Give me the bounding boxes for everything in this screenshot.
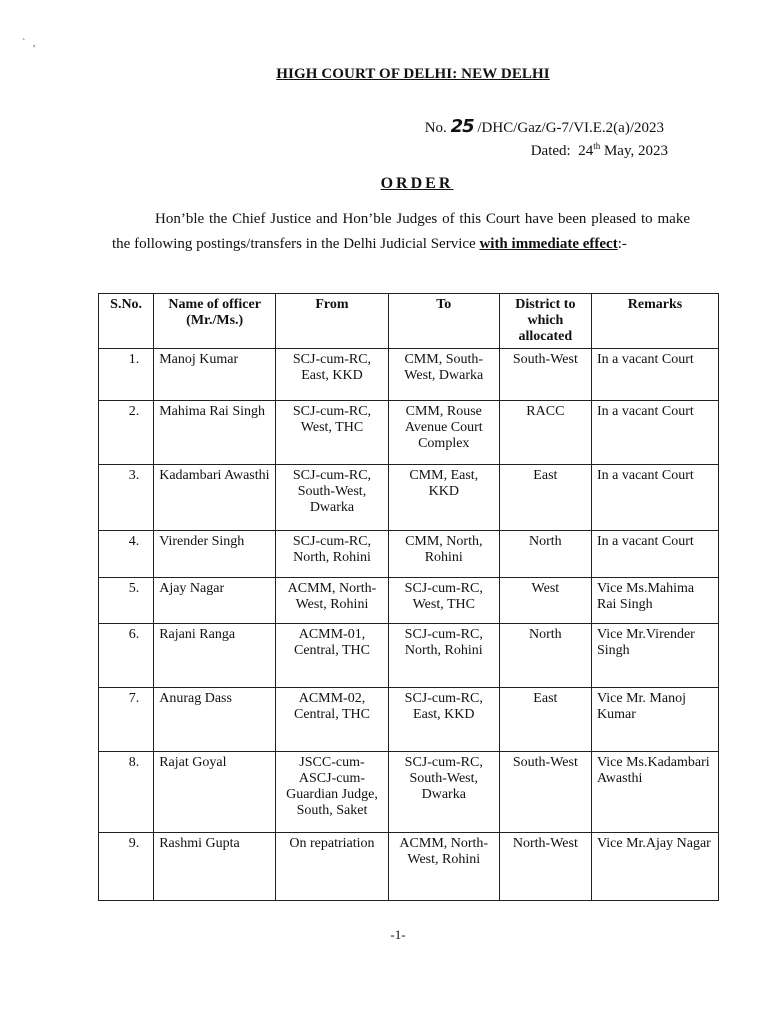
table-row — [99, 531, 719, 578]
ref-suffix: /DHC/Gaz/G-7/VI.E.2(a)/2023 — [477, 120, 664, 136]
row-from: SCJ-cum-RC, North, Rohini — [276, 531, 389, 578]
row-to: CMM, South-West, Dwarka — [388, 349, 499, 401]
row-district: North — [499, 531, 591, 578]
row-from: SCJ-cum-RC, East, KKD — [276, 349, 389, 401]
row-to: CMM, Rouse Avenue Court Complex — [388, 401, 499, 465]
row-district: South-West — [499, 752, 591, 833]
ref-prefix: No. — [424, 120, 447, 136]
row-sno: 3. — [99, 465, 154, 531]
table-row — [99, 349, 719, 401]
row-sno: 1. — [99, 349, 154, 401]
row-sno: 4. — [99, 531, 154, 578]
table-row — [99, 833, 719, 901]
row-name: Ajay Nagar — [154, 578, 276, 624]
table-row — [99, 752, 719, 833]
row-sno: 6. — [99, 624, 154, 688]
header-from: From — [276, 294, 389, 349]
reference-number-line — [425, 118, 668, 137]
date-label: Dated: — [530, 143, 571, 159]
row-district: North-West — [499, 833, 591, 901]
row-from: ACMM-02, Central, THC — [276, 688, 389, 752]
header-to: To — [388, 294, 499, 349]
row-to: SCJ-cum-RC, South-West, Dwarka — [388, 752, 499, 833]
row-to: ACMM, North-West, Rohini — [388, 833, 499, 901]
row-district: West — [499, 578, 591, 624]
header-name: Name of officer (Mr./Ms.) — [154, 294, 276, 349]
row-name: Anurag Dass — [154, 688, 276, 752]
row-name: Rajat Goyal — [154, 752, 276, 833]
table-row — [99, 578, 719, 624]
row-remarks: Vice Ms.Mahima Rai Singh — [591, 578, 718, 624]
header-district: District to which allocated — [499, 294, 591, 349]
row-from: On repatriation — [276, 833, 389, 901]
intro-text: Hon’ble the Chief Justice and Hon’ble Judges of this Court have been pleased to make the following postings/transfers in the Delhi Judicial Service — [112, 211, 690, 252]
row-from: SCJ-cum-RC, West, THC — [276, 401, 389, 465]
header-sno: S.No. — [99, 294, 154, 349]
row-sno: 5. — [99, 578, 154, 624]
row-from: JSCC-cum-ASCJ-cum-Guardian Judge, South, Saket — [276, 752, 389, 833]
postings-table — [98, 293, 719, 901]
scan-marks: ` , — [22, 38, 36, 49]
table-row — [99, 624, 719, 688]
reference-block — [425, 118, 668, 160]
row-name: Virender Singh — [154, 531, 276, 578]
page-number: -1- — [390, 927, 406, 942]
intro-paragraph — [112, 207, 690, 257]
row-remarks: Vice Mr.Virender Singh — [591, 624, 718, 688]
row-to: CMM, East, KKD — [388, 465, 499, 531]
row-remarks: Vice Ms.Kadambari Awasthi — [591, 752, 718, 833]
ref-number: 25 — [450, 116, 474, 137]
table-row — [99, 465, 719, 531]
row-to: CMM, North, Rohini — [388, 531, 499, 578]
date-line — [425, 137, 668, 160]
row-sno: 8. — [99, 752, 154, 833]
row-name: Manoj Kumar — [154, 349, 276, 401]
order-title: ORDER — [380, 175, 454, 192]
row-remarks: In a vacant Court — [591, 531, 718, 578]
row-remarks: Vice Mr. Manoj Kumar — [591, 688, 718, 752]
intro-tail: :- — [617, 236, 627, 252]
row-district: North — [499, 624, 591, 688]
row-sno: 7. — [99, 688, 154, 752]
row-remarks: In a vacant Court — [591, 401, 718, 465]
row-from: ACMM-01, Central, THC — [276, 624, 389, 688]
table-row — [99, 688, 719, 752]
row-name: Rashmi Gupta — [154, 833, 276, 901]
row-remarks: In a vacant Court — [591, 349, 718, 401]
row-name: Rajani Ranga — [154, 624, 276, 688]
date-sup: th — [593, 141, 601, 151]
row-name: Kadambari Awasthi — [154, 465, 276, 531]
row-remarks: Vice Mr.Ajay Nagar — [591, 833, 718, 901]
table-header-row — [99, 294, 719, 349]
date-rest: May, 2023 — [603, 143, 668, 159]
row-sno: 9. — [99, 833, 154, 901]
row-district: South-West — [499, 349, 591, 401]
row-district: RACC — [499, 401, 591, 465]
table-row — [99, 401, 719, 465]
date-day: 24 — [578, 143, 594, 159]
row-remarks: In a vacant Court — [591, 465, 718, 531]
row-to: SCJ-cum-RC, East, KKD — [388, 688, 499, 752]
court-title: HIGH COURT OF DELHI: NEW DELHI — [276, 66, 550, 82]
row-from: SCJ-cum-RC, South-West, Dwarka — [276, 465, 389, 531]
row-district: East — [499, 688, 591, 752]
row-name: Mahima Rai Singh — [154, 401, 276, 465]
row-to: SCJ-cum-RC, West, THC — [388, 578, 499, 624]
header-remarks: Remarks — [591, 294, 718, 349]
row-from: ACMM, North-West, Rohini — [276, 578, 389, 624]
row-district: East — [499, 465, 591, 531]
intro-emphasis: with immediate effect — [479, 236, 618, 252]
row-to: SCJ-cum-RC, North, Rohini — [388, 624, 499, 688]
row-sno: 2. — [99, 401, 154, 465]
